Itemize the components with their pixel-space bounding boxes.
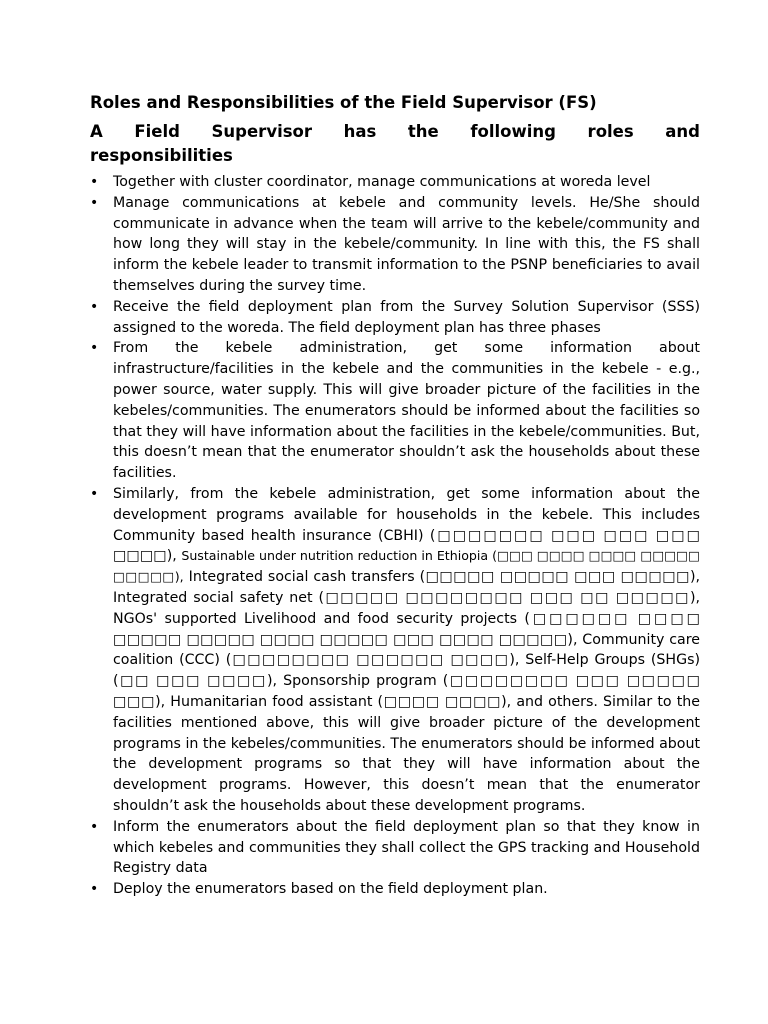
- list-item-text: Deploy the enumerators based on the field deployment plan.: [113, 881, 548, 898]
- list-item-text: Manage communications at kebele and community levels. He/She should communicate in advance when the team will arrive to the kebele/community and how long they will stay in the kebele/community. In line with this, the FS shall inform the kebele leader to transmit information to the PSNP beneficiaries to avail themselves during the survey time.: [113, 194, 700, 294]
- list-item-text: Inform the enumerators about the field deployment plan so that they know in which kebeles and communities they shall collect the GPS tracking and Household Registry data: [113, 818, 700, 877]
- list-item-text-part-1: Similarly, from the kebele administration, get some information about the development programs available for households in the kebele. This includes Community based health insurance (CBHI) (□□□□□□□ □□□ □□□ □□□ □□□□),: [113, 485, 700, 565]
- list-item-text-part-2: Sustainable under nutrition reduction in Ethiopia (□□□ □□□□ □□□□ □□□□□ □□□□□),: [113, 548, 700, 585]
- intro-line-2: responsibilities: [90, 146, 233, 165]
- list-item: [90, 484, 700, 817]
- bullet-icon: •: [90, 881, 99, 898]
- intro-line-1: A Field Supervisor has the following roles and: [90, 122, 700, 141]
- list-item-text: Together with cluster coordinator, manage communications at woreda level: [113, 174, 651, 190]
- document-title: Roles and Responsibilities of the Field Supervisor (FS): [90, 93, 597, 112]
- list-item-text-part-3: Integrated social cash transfers (□□□□□ □□□□□ □□□ □□□□□), Integrated social safety net (□□□□□ □□□□□□□□ □□□ □□ □□□□□), NGOs' supported Livelihood and food security projects (□□□□□□ □□□□ □□□□□ □□□□□ □□□□ □□□□□ □□□ □□□□ □□□□□), Community care coalition (CCC) (□□□□□□□□ □□□□□□ □□□□), Self-Help Groups (SHGs) (□□ □□□ □□□□), Sponsorship program (□□□□□□□□ □□□ □□□□□ □□□), Humanitarian food assistant (□□□□ □□□□), and others. Similar to the facilities mentioned above, this will give broader picture of the development programs in the kebeles/communities. The enumerators should be informed about the development programs so that they will have information about the development programs. However, this doesn’t mean that the enumerator shouldn’t ask the households about these development programs.: [113, 569, 701, 814]
- list-item-text: Receive the field deployment plan from the Survey Solution Supervisor (SSS) assigned to the woreda. The field deployment plan has three phases: [113, 298, 700, 336]
- bullet-icon: •: [90, 298, 99, 315]
- bullet-icon: •: [90, 340, 99, 357]
- responsibilities-list: [90, 172, 700, 900]
- list-item: [90, 817, 700, 879]
- document-page: [90, 92, 700, 900]
- list-item: [90, 193, 700, 297]
- intro-heading: [90, 120, 700, 168]
- list-item: [90, 172, 700, 193]
- list-item: [90, 338, 700, 484]
- bullet-icon: •: [90, 194, 99, 211]
- list-item: [90, 879, 700, 900]
- list-item: [90, 297, 700, 339]
- bullet-icon: •: [90, 174, 99, 190]
- bullet-icon: •: [90, 485, 99, 502]
- list-item-text: From the kebele administration, get some information about infrastructure/facilities in the kebele and the communities in the kebele - e.g., power source, water supply. This will give broader picture of the facilities in the kebeles/communities. The enumerators should be informed about the facilities so that they will have information about the facilities in the kebele/communities. But, this doesn’t mean that the enumerator shouldn’t ask the households about these facilities.: [113, 340, 700, 482]
- bullet-icon: •: [90, 818, 99, 835]
